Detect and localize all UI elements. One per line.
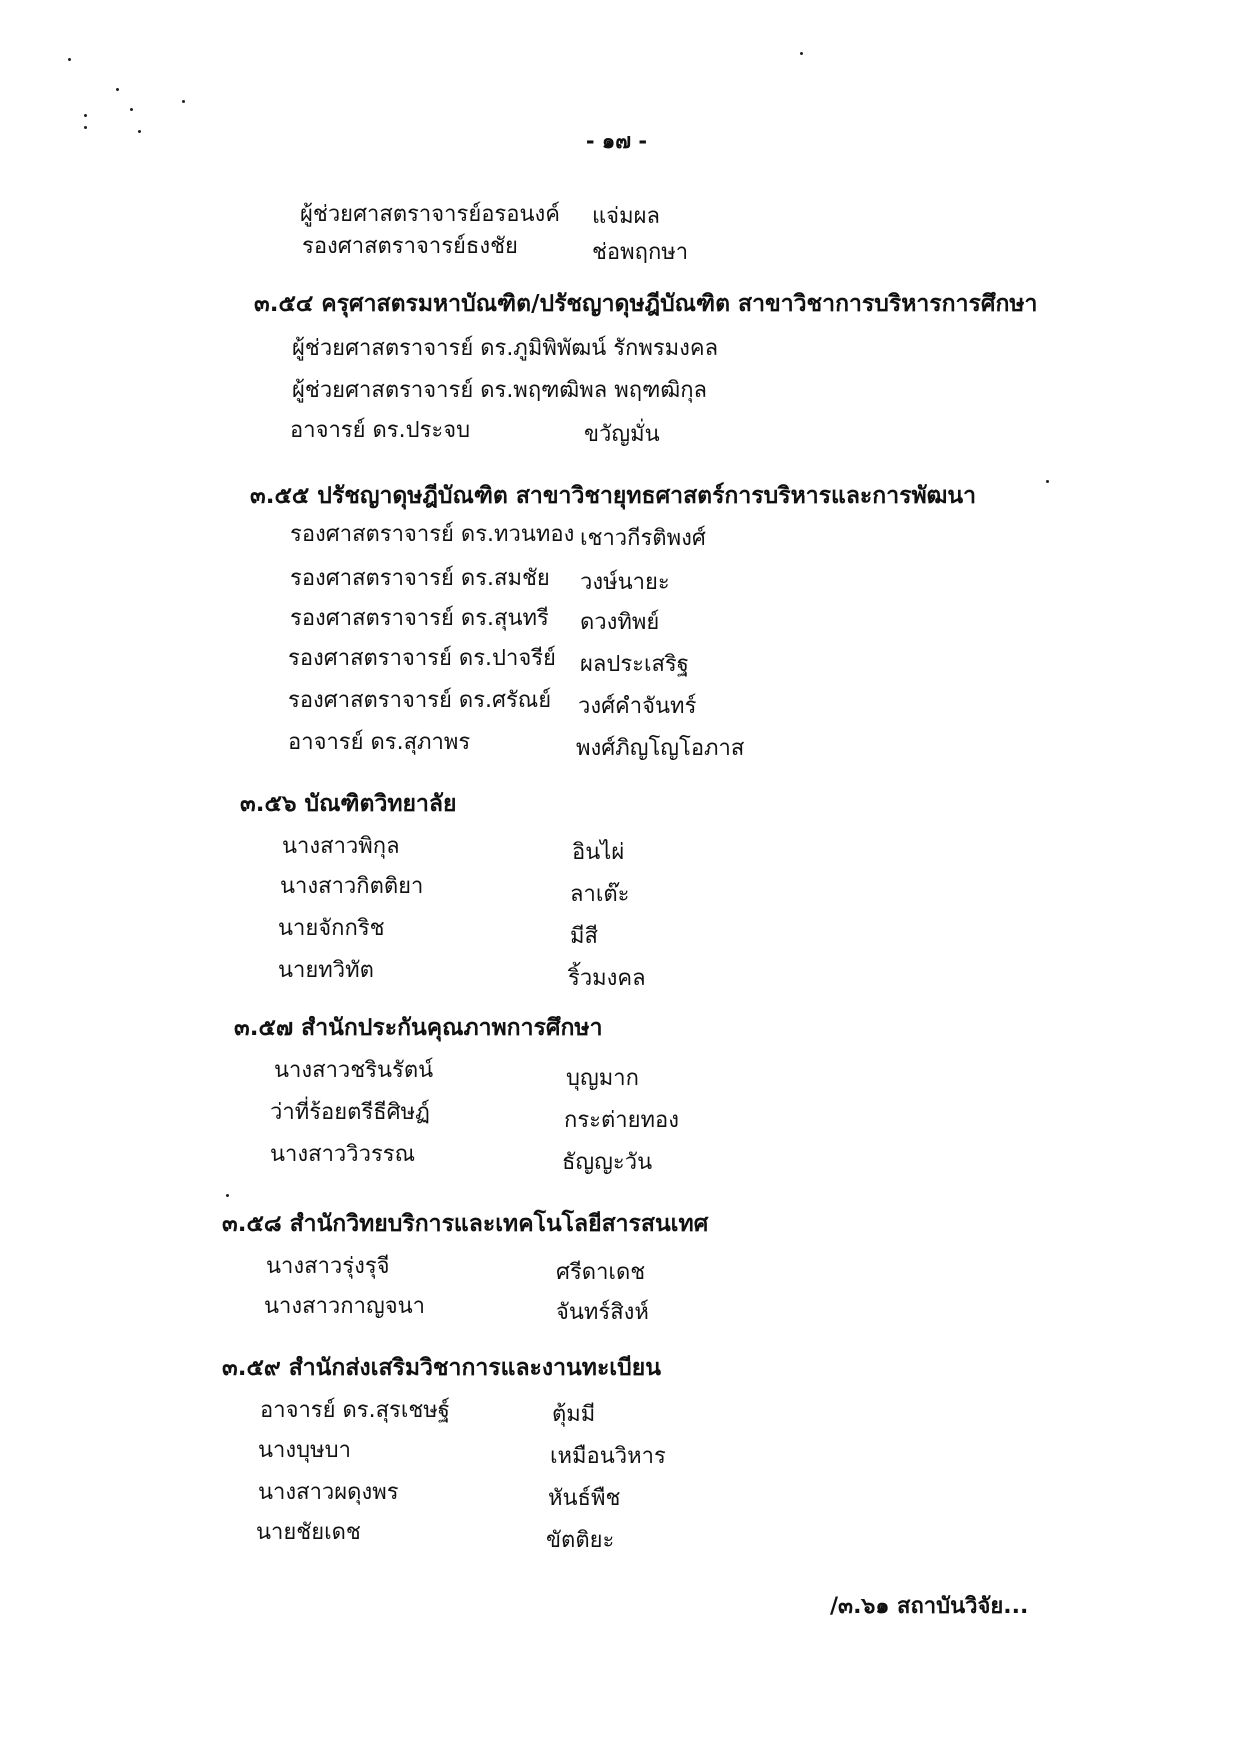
section-heading: ๓.๕๙ สำนักส่งเสริมวิชาการและงานทะเบียน — [222, 1355, 661, 1381]
member-last-name: ตุ้มมี — [552, 1402, 596, 1427]
member-full-name: ผู้ช่วยศาสตราจารย์ ดร.พฤฑฒิพล พฤฑฒิกุล — [292, 378, 708, 403]
next-page-continuation: /๓.๖๑ สถาบันวิจัย... — [830, 1594, 1029, 1619]
scan-speck — [68, 58, 71, 61]
scan-speck — [182, 100, 185, 103]
member-first-name: รองศาสตราจารย์ ดร.สุนทรี — [290, 606, 549, 631]
member-last-name: เหมือนวิหาร — [550, 1444, 666, 1469]
section-heading: ๓.๕๘ สำนักวิทยบริการและเทคโนโลยีสารสนเทศ — [222, 1211, 709, 1237]
member-last-name: ขัตติยะ — [546, 1528, 615, 1553]
member-last-name: บุญมาก — [566, 1066, 639, 1091]
member-first-name: นางสาวกิตติยา — [280, 874, 424, 899]
member-last-name: จันทร์สิงห์ — [556, 1300, 649, 1325]
member-first-name: ผู้ช่วยศาสตราจารย์อรอนงค์ — [300, 202, 560, 227]
member-last-name: เชาวกีรติพงศ์ — [580, 526, 706, 551]
member-last-name: ช่อพฤกษา — [592, 240, 689, 265]
member-last-name: ผลประเสริฐ — [580, 652, 689, 677]
member-first-name: รองศาสตราจารย์ ดร.สมชัย — [290, 566, 550, 591]
member-last-name: ลาเต๊ะ — [570, 882, 630, 907]
member-first-name: รองศาสตราจารย์ ดร.ทวนทอง — [290, 522, 575, 547]
member-last-name: กระต่ายทอง — [564, 1108, 679, 1133]
member-last-name: ศรีดาเดช — [556, 1260, 646, 1285]
member-first-name: นางบุษบา — [258, 1438, 351, 1463]
member-last-name: ธัญญะวัน — [562, 1150, 653, 1175]
member-full-name: ผู้ช่วยศาสตราจารย์ ดร.ภูมิพิพัฒน์ รักพรมงคล — [292, 336, 719, 361]
member-first-name: นางสาวกาญจนา — [264, 1294, 425, 1319]
scan-speck — [84, 114, 87, 117]
member-first-name: นางสาวรุ่งรุจี — [266, 1254, 390, 1279]
scan-speck — [800, 52, 803, 55]
member-first-name: อาจารย์ ดร.สุรเชษฐ์ — [260, 1398, 450, 1423]
member-last-name: วงศ์คำจันทร์ — [578, 694, 697, 719]
member-first-name: นายชัยเดช — [256, 1520, 361, 1545]
scan-speck — [1046, 480, 1049, 483]
member-last-name: หันธ์พืช — [548, 1486, 621, 1511]
member-last-name: มีสี — [570, 924, 598, 949]
member-last-name: ขวัญมั่น — [584, 422, 660, 447]
member-first-name: นางสาวผดุงพร — [258, 1480, 399, 1505]
member-first-name: นายจักกริช — [278, 916, 385, 941]
scan-speck — [116, 88, 119, 91]
member-first-name: รองศาสตราจารย์ ดร.ปาจรีย์ — [288, 646, 556, 671]
section-heading: ๓.๕๖ บัณฑิตวิทยาลัย — [240, 791, 457, 817]
page-number: - ๑๗ - — [585, 129, 648, 153]
member-first-name: รองศาสตราจารย์ธงชัย — [302, 234, 518, 259]
scan-speck — [226, 1194, 229, 1197]
member-first-name: รองศาสตราจารย์ ดร.ศรัณย์ — [288, 688, 552, 713]
section-heading: ๓.๕๗ สำนักประกันคุณภาพการศึกษา — [234, 1015, 603, 1041]
member-last-name: พงศ์ภิญโญโอภาส — [576, 736, 745, 761]
scan-speck — [130, 108, 133, 111]
member-last-name: แจ่มผล — [592, 204, 660, 229]
member-last-name: ดวงทิพย์ — [580, 610, 660, 635]
member-first-name: นายทวิทัต — [278, 958, 374, 983]
member-first-name: นางสาวชรินรัตน์ — [274, 1058, 434, 1083]
member-last-name: อินไผ่ — [572, 840, 625, 865]
member-first-name: อาจารย์ ดร.สุภาพร — [288, 730, 471, 755]
member-first-name: ว่าที่ร้อยตรีธีศิษฏ์ — [270, 1100, 430, 1125]
member-last-name: ริ้วมงคล — [568, 966, 646, 991]
member-last-name: วงษ์นายะ — [580, 570, 670, 595]
member-first-name: นางสาววิวรรณ — [270, 1142, 416, 1167]
section-heading: ๓.๕๕ ปรัชญาดุษฎีบัณฑิต สาขาวิชายุทธศาสตร์การบริหารและการพัฒนา — [250, 483, 977, 509]
member-first-name: นางสาวพิกุล — [282, 834, 400, 859]
member-first-name: อาจารย์ ดร.ประจบ — [290, 418, 471, 443]
section-heading: ๓.๕๔ ครุศาสตรมหาบัณฑิต/ปรัชญาดุษฎีบัณฑิต สาขาวิชาการบริหารการศึกษา — [254, 291, 1038, 317]
